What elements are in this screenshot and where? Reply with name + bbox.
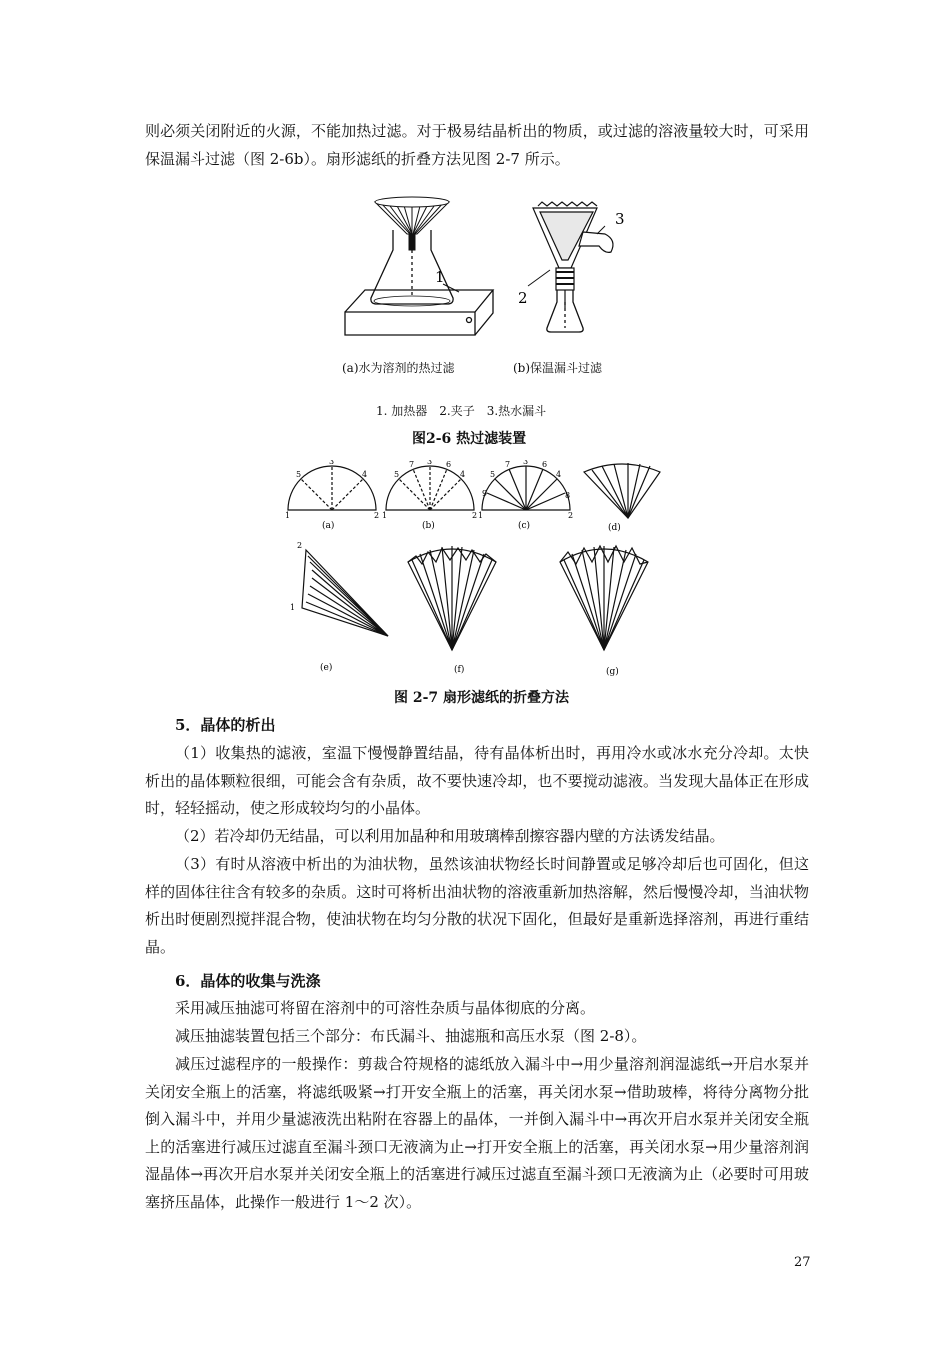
section-5-paragraph-3: （3）有时从溶液中析出的为油状物，虽然该油状物经长时间静置或足够冷却后也可固化，但这样的固体往往含有较多的杂质。这时可将析出油状物的溶液重新加热溶解，然后慢慢冷却，当油状物析出时便剧烈搅拌混合物，使油状物在均匀分散的状况下固化，但最好是重新选择溶剂，再进行重结晶。	[145, 855, 809, 956]
panel-label-d: (d)	[608, 523, 621, 533]
panel-label-e: (e)	[320, 663, 333, 673]
panel-f-fluted	[408, 546, 496, 650]
b-num-6: 6	[446, 460, 452, 469]
c-num-7: 7	[505, 460, 511, 469]
figure-2-7-folding	[282, 460, 672, 682]
c-num-9: 9	[482, 489, 488, 498]
heater-a	[345, 290, 493, 335]
b-num-7: 7	[409, 460, 415, 469]
label-2: 2	[518, 289, 528, 307]
b-num-2: 2	[472, 511, 478, 520]
a-num-2: 2	[374, 511, 380, 520]
c-num-2: 2	[568, 511, 574, 520]
section-5-heading: 5．晶体的析出	[175, 716, 276, 734]
fluted-funnel-a	[375, 197, 449, 250]
b-num-3: 3	[427, 460, 433, 466]
figure-2-6-subcaption-a: (a)水为溶剂的热过滤	[342, 361, 455, 375]
c-num-3: 3	[523, 460, 529, 466]
a-num-5: 5	[296, 470, 302, 479]
panel-d-fan	[584, 463, 660, 518]
figure-2-7-title: 图 2-7 扇形滤纸的折叠方法	[394, 690, 570, 706]
b-num-4: 4	[460, 470, 466, 479]
panel-label-c: (c)	[518, 521, 531, 531]
e-num-2: 2	[297, 541, 303, 550]
label-1: 1	[435, 268, 445, 286]
panel-e-pleats	[302, 550, 388, 636]
label-3: 3	[615, 210, 625, 228]
c-num-1: 1	[478, 511, 484, 520]
intro-paragraph: 则必须关闭附近的火源，不能加热过滤。对于极易结晶析出的物质，或过滤的溶液量较大时，可采用保温漏斗过滤（图 2-6b）。扇形滤纸的折叠方法见图 2-7 所示。	[145, 122, 809, 168]
figure-2-6-subcaption-b: (b)保温漏斗过滤	[513, 361, 603, 375]
section-5-paragraph-1: （1）收集热的滤液，室温下慢慢静置结晶，待有晶体析出时，再用冷水或冰水充分冷却。太快析出的晶体颗粒很细，可能会含有杂质，故不要快速冷却，也不要搅动滤液。当发现大晶体正在形成时，轻轻摇动，使之形成较均匀的小晶体。	[145, 744, 809, 818]
c-num-4: 4	[556, 470, 562, 479]
a-num-3: 3	[329, 460, 335, 466]
page-number: 27	[794, 1255, 811, 1270]
c-num-8: 8	[565, 491, 571, 500]
c-num-6: 6	[542, 460, 548, 469]
section-6-paragraph-1: 采用减压抽滤可将留在溶剂中的可溶性杂质与晶体彻底的分离。	[175, 999, 596, 1017]
figure-2-6-title: 图2-6 热过滤装置	[412, 431, 527, 447]
section-6-heading: 6．晶体的收集与洗涤	[175, 972, 321, 990]
c-num-5: 5	[490, 470, 496, 479]
section-6-paragraph-3: 减压过滤程序的一般操作：剪裁合符规格的滤纸放入漏斗中→用少量溶剂润湿滤纸→开启水泵并关闭安全瓶上的活塞，将滤纸吸紧→打开安全瓶上的活塞，再关闭水泵→借助玻棒，将待分离物分批倒入漏斗中，并用少量滤液洗出粘附在容器上的晶体，一并倒入漏斗中→再次开启水泵并关闭安全瓶上的活塞进行减压过滤直至漏斗颈口无液滴为止→打开安全瓶上的活塞，再关闭水泵→用少量溶剂润湿晶体→再次开启水泵并关闭安全瓶上的活塞进行减压过滤直至漏斗颈口无液滴为止（必要时可用玻塞挤压晶体，此操作一般进行 1～2 次）。	[145, 1055, 809, 1211]
panel-label-f: (f)	[454, 665, 465, 675]
a-num-1: 1	[285, 511, 291, 520]
panel-label-b: (b)	[422, 521, 435, 531]
panel-label-a: (a)	[322, 521, 335, 531]
panel-g-fluted	[560, 546, 648, 650]
section-5-paragraph-2: （2）若冷却仍无结晶，可以利用加晶种和用玻璃棒刮擦容器内壁的方法诱发结晶。	[175, 827, 725, 845]
figure-2-6-apparatus	[335, 190, 635, 345]
b-num-5: 5	[394, 470, 400, 479]
a-num-4: 4	[362, 470, 368, 479]
figure-2-6-legend: 1. 加热器 2.夹子 3.热水漏斗	[376, 404, 547, 418]
panel-label-g: (g)	[606, 667, 619, 677]
section-6-paragraph-2: 减压抽滤装置包括三个部分：布氏漏斗、抽滤瓶和高压水泵（图 2-8）。	[175, 1027, 647, 1045]
b-num-1: 1	[382, 511, 388, 520]
e-num-1: 1	[290, 603, 296, 612]
